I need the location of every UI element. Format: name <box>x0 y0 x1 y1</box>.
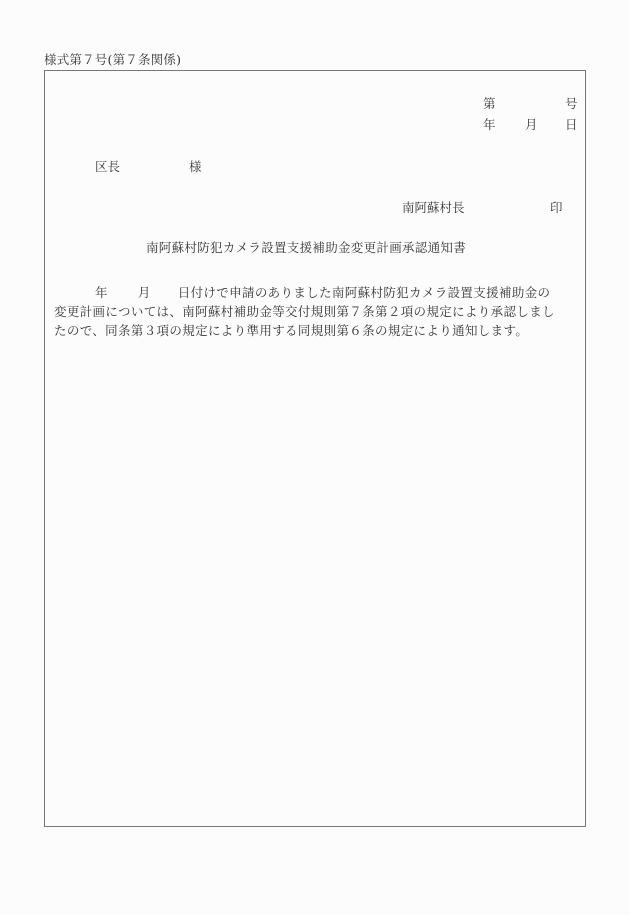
body-date-year: 年 <box>95 285 108 300</box>
body-line-3: たので、同条第３項の規定により準用する同規則第６条の規定により通知します。 <box>54 323 529 338</box>
date-month: 月 <box>525 117 538 132</box>
addressee-honorific: 様 <box>189 159 202 174</box>
document-frame <box>44 70 586 827</box>
date-year: 年 <box>483 117 496 132</box>
body-line-1-text: 日付けで申請のありました南阿蘇村防犯カメラ設置支援補助金の <box>177 285 551 300</box>
body-line-1 <box>54 283 580 302</box>
document-number-suffix: 号 <box>565 96 578 111</box>
issuer-name: 南阿蘇村長 <box>402 200 465 215</box>
body-line-2: 変更計画については、南阿蘇村補助金等交付規則第７条第２項の規定により承認しまし <box>54 304 555 319</box>
form-label: 様式第７号(第７条関係) <box>44 52 182 67</box>
document-number-prefix: 第 <box>483 96 496 111</box>
body-date-month: 月 <box>137 285 151 300</box>
body-paragraph <box>54 283 580 340</box>
date-day: 日 <box>565 117 578 132</box>
document-title: 南阿蘇村防犯カメラ設置支援補助金変更計画承認通知書 <box>146 240 467 255</box>
addressee-title: 区長 <box>95 159 121 174</box>
issuer-seal: 印 <box>550 200 563 215</box>
